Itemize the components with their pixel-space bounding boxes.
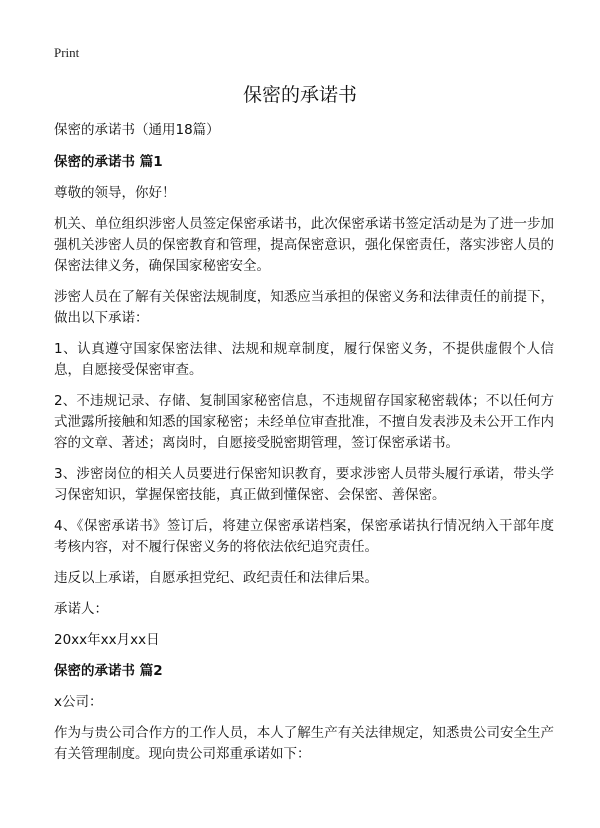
paragraph: 4、《保密承诺书》签订后，将建立保密承诺档案，保密承诺执行情况纳入干部年度考核内容，对不履行保密义务的将依法依纪追究责任。 xyxy=(54,518,554,555)
paragraph: 2、不违规记录、存储、复制国家秘密信息，不违规留存国家秘密载体；不以任何方式泄露所接触和知悉的国家秘密；未经单位审查批准，不擅自发表涉及未公开工作内容的文章、著述；离岗时，自愿接受脱密期管理，签订保密承诺书。 xyxy=(54,393,554,451)
signatory-line: 承诺人： xyxy=(54,601,108,617)
paragraph: 1、认真遵守国家保密法律、法规和规章制度，履行保密义务，不提供虚假个人信息，自愿接受保密审查。 xyxy=(54,341,554,378)
date-line: 20xx年xx月xx日 xyxy=(54,632,160,648)
document-subtitle: 保密的承诺书（通用18篇） xyxy=(54,122,220,138)
section-heading-1: 保密的承诺书 篇1 xyxy=(54,154,163,170)
paragraph: 涉密人员在了解有关保密法规制度，知悉应当承担的保密义务和法律责任的前提下，做出以下承诺： xyxy=(54,289,554,326)
paragraph: 违反以上承诺，自愿承担党纪、政纪责任和法律后果。 xyxy=(54,570,378,586)
section-heading-2: 保密的承诺书 篇2 xyxy=(54,663,163,679)
paragraph: 机关、单位组织涉密人员签定保密承诺书，此次保密承诺书签定活动是为了进一步加强机关涉密人员的保密教育和管理，提高保密意识，强化保密责任，落实涉密人员的保密法律义务，确保国家秘密安全。 xyxy=(54,216,554,274)
paragraph: x公司： xyxy=(54,694,103,710)
print-link[interactable]: Print xyxy=(54,45,80,60)
paragraph: 作为与贵公司合作方的工作人员，本人了解生产有关法律规定，知悉贵公司安全生产有关管理制度。现向贵公司郑重承诺如下： xyxy=(54,725,554,762)
document-title: 保密的承诺书 xyxy=(242,84,357,106)
paragraph: 3、涉密岗位的相关人员要进行保密知识教育，要求涉密人员带头履行承诺，带头学习保密知识，掌握保密技能，真正做到懂保密、会保密、善保密。 xyxy=(54,466,554,503)
document-body xyxy=(54,120,554,775)
paragraph: 尊敬的领导，你好！ xyxy=(54,185,176,201)
